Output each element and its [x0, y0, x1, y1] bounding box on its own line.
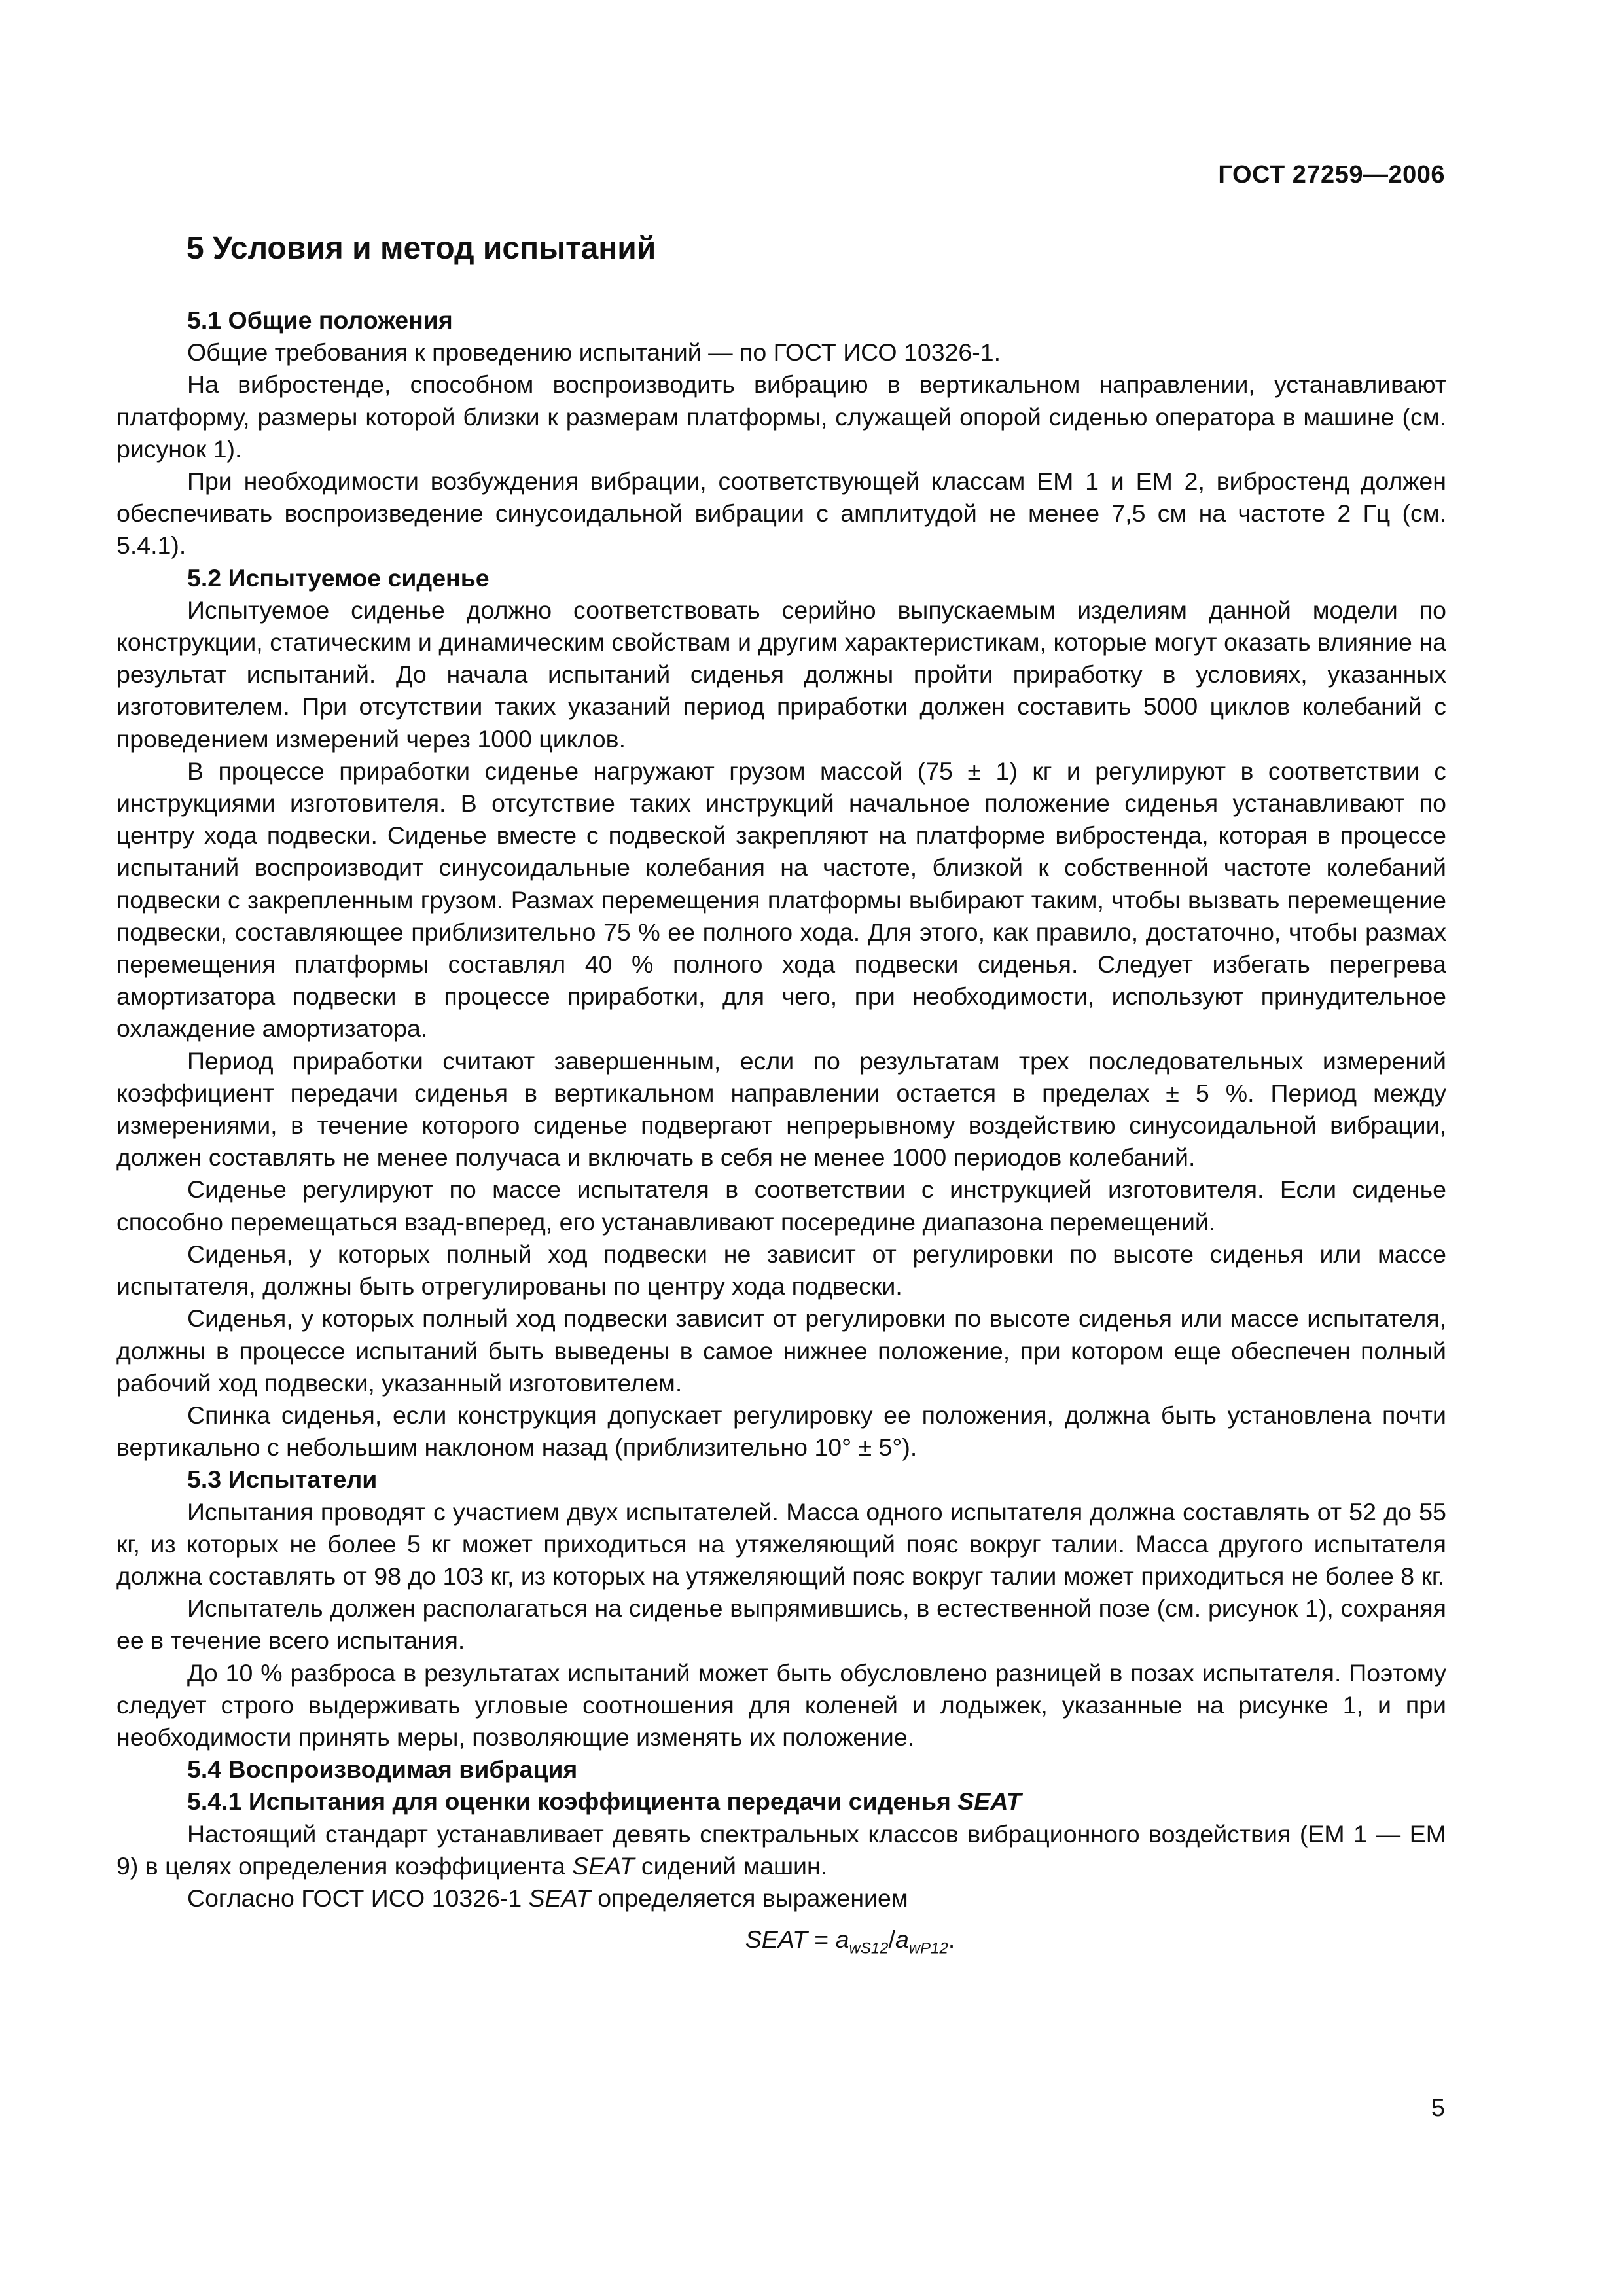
formula-end: . [948, 1926, 955, 1954]
paragraph: Сиденья, у которых полный ход подвески не зависит от регулировки по высоте сиденья или массе испытателя, должны быть отрегулированы по центру хода подвески. [116, 1240, 1446, 1300]
section-title: 5 Условия и метод испытаний [187, 231, 656, 266]
formula-lhs: SEAT [745, 1926, 808, 1954]
text-fragment: Настоящий стандарт устанавливает девять спектральных классов вибрационного воздействия (ЕМ 1 — ЕМ 9) в целях определения коэффициента [116, 1820, 1446, 1880]
text-fragment: сидений машин. [634, 1852, 828, 1880]
formula-slash: / [888, 1926, 895, 1954]
subsection-heading-5-3: 5.3 Испытатели [187, 1465, 378, 1494]
paragraph: Общие требования к проведению испытаний — по ГОСТ ИСО 10326-1. [187, 338, 1001, 367]
paragraph: Сиденья, у которых полный ход подвески зависит от регулировки по высоте сиденья или массе испытателя, должны в процессе испытаний быть выведены в самое нижнее положение, при котором еще обеспечен полный рабочий ход подвески, указанный изготовителем. [116, 1304, 1446, 1397]
formula [254, 1924, 1446, 1956]
heading-text: 5.4.1 Испытания для оценки коэффициента передачи сиденья [187, 1787, 958, 1816]
paragraph: При необходимости возбуждения вибрации, соответствующей классам ЕМ 1 и ЕМ 2, вибростенд должен обеспечивать воспроизведение синусоидальной вибрации с амплитудой не менее 7,5 см на частоте 2 Гц (см. 5.4.1). [116, 467, 1446, 560]
formula-a1: a [835, 1926, 849, 1954]
paragraph: На вибростенде, способном воспроизводить вибрацию в вертикальном направлении, устанавливают платформу, размеры которой близки к размерам платформы, служащей опорой сиденью оператора в машине (см. рисунок 1). [116, 370, 1446, 463]
subsection-heading-5-1: 5.1 Общие положения [187, 306, 453, 334]
subsection-heading-5-4: 5.4 Воспроизводимая вибрация [187, 1755, 578, 1784]
paragraph: В процессе приработки сиденье нагружают грузом массой (75 ± 1) кг и регулируют в соответствии с инструкциями изготовителя. В отсутствие таких инструкций начальное положение сиденья устанавливают по центру хода подвески. Сиденье вместе с подвеской закрепляют на платформе вибростенда, которая в процессе испытаний воспроизводит синусоидальные колебания на частоте, близкой к собственной частоте колебаний подвески с закрепленным грузом. Размах перемещения платформы выбирают таким, чтобы вызвать перемещение подвески, составляющее приблизительно 75 % ее полного хода. Для этого, как правило, достаточно, чтобы размах перемещения платформы составлял 40 % полного хода подвески сиденья. Следует избегать перегрева амортизатора подвески в процессе приработки, для чего, при необходимости, используют принудительное охлаждение амортизатора. [116, 757, 1446, 1043]
formula-sub1: wS12 [849, 1939, 889, 1958]
seat-term: SEAT [957, 1787, 1022, 1816]
paragraph: Испытания проводят с участием двух испытателей. Масса одного испытателя должна составлять от 52 до 55 кг, из которых не более 5 кг может приходиться на утяжеляющий пояс вокруг талии. Масса другого испытателя должна составлять от 98 до 103 кг, из которых на утяжеляющий пояс вокруг талии может приходиться не более 8 кг. [116, 1498, 1446, 1590]
paragraph: Период приработки считают завершенным, если по результатам трех последовательных измерений коэффициент передачи сиденья в вертикальном направлении остается в пределах ± 5 %. Период между измерениями, в течение которого сиденье подвергают непрерывному воздействию синусоидальной вибрации, должен составлять не менее получаса и включать в себя не менее 1000 периодов колебаний. [116, 1047, 1446, 1172]
text-fragment: определяется выражением [590, 1884, 908, 1912]
document-code: ГОСТ 27259—2006 [1218, 161, 1445, 188]
text-fragment: Согласно ГОСТ ИСО 10326-1 [187, 1884, 529, 1912]
formula-sub2: wP12 [908, 1939, 948, 1958]
formula-eq: = [807, 1926, 836, 1954]
document-body [116, 304, 1446, 1956]
paragraph: Спинка сиденья, если конструкция допускает регулировку ее положения, должна быть установлена почти вертикально с небольшим наклоном назад (приблизительно 10° ± 5°). [116, 1401, 1446, 1462]
subsection-heading-5-2: 5.2 Испытуемое сиденье [187, 564, 490, 592]
paragraph: Испытуемое сиденье должно соответствовать серийно выпускаемым изделиям данной модели по конструкции, статическим и динамическим свойствам и другим характеристикам, которые могут оказать влияние на результат испытаний. До начала испытаний сиденья должны пройти приработку в условиях, указанных изготовителем. При отсутствии таких указаний период приработки должен составить 5000 циклов колебаний с проведением измерений через 1000 циклов. [116, 596, 1446, 753]
seat-term: SEAT [572, 1852, 635, 1880]
page-number: 5 [1431, 2094, 1445, 2122]
paragraph [116, 1882, 1446, 1914]
paragraph: Сиденье регулируют по массе испытателя в соответствии с инструкцией изготовителя. Если сиденье способно перемещаться взад-вперед, его устанавливают посередине диапазона перемещений. [116, 1175, 1446, 1236]
formula-a2: a [895, 1926, 909, 1954]
subsection-heading-5-4-1 [116, 1785, 1446, 1818]
paragraph: До 10 % разброса в результатах испытаний может быть обусловлено разницей в позах испытателя. Поэтому следует строго выдерживать угловые соотношения для коленей и лодыжек, указанные на рисунке 1, и при необходимости принять меры, позволяющие изменять их положение. [116, 1659, 1446, 1751]
paragraph [116, 1818, 1446, 1882]
paragraph: Испытатель должен располагаться на сиденье выпрямившись, в естественной позе (см. рисунок 1), сохраняя ее в течение всего испытания. [116, 1594, 1446, 1655]
seat-term: SEAT [528, 1884, 591, 1912]
